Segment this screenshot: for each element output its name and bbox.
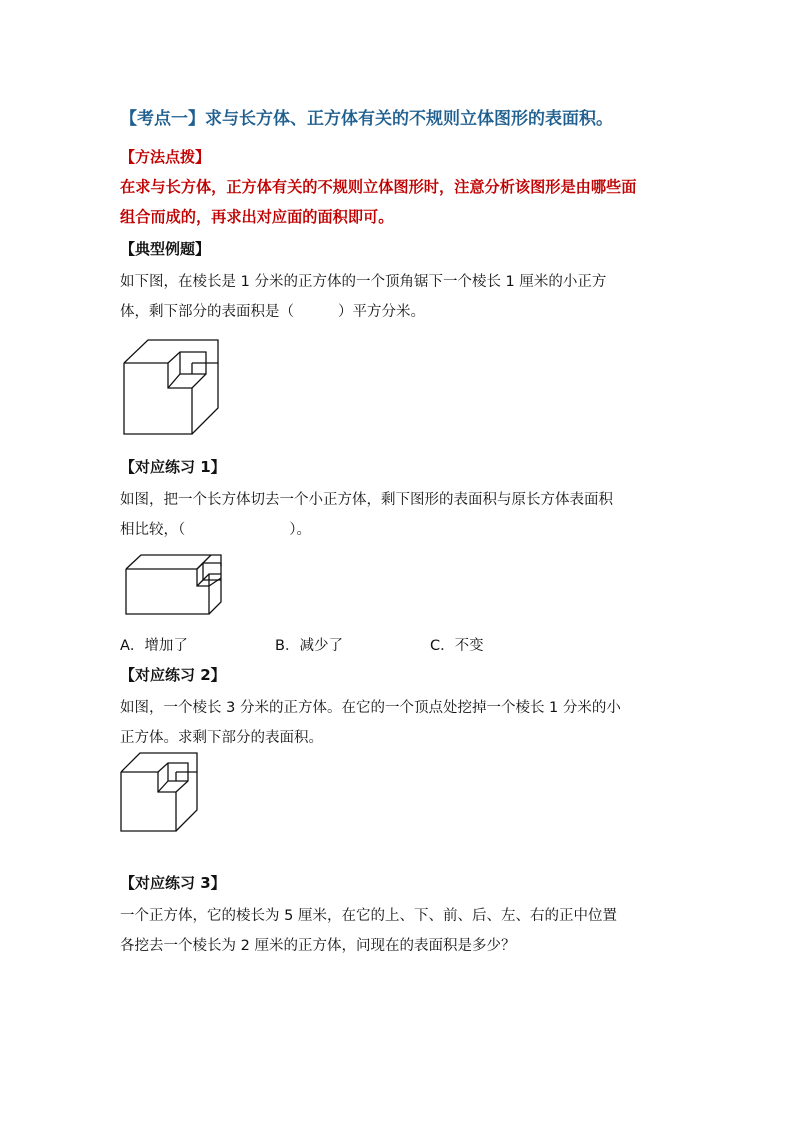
example-text-before-blank: 体，剩下部分的表面积是（ [120, 304, 294, 320]
cube-with-corner-cut-icon [120, 336, 222, 438]
method-text-line-1: 在求与长方体，正方体有关的不规则立体图形时，注意分析该图形是由哪些面 [120, 178, 637, 196]
practice2-text-line-2: 正方体。求剩下部分的表面积。 [120, 730, 323, 746]
cube-with-corner-cut-icon [118, 750, 200, 834]
practice1-text-before-blank: 相比较，（ [120, 522, 186, 538]
option-c[interactable]: C．不变 [430, 638, 484, 654]
example-text-line-2 [120, 300, 425, 321]
practice1-text-line-2 [120, 518, 311, 539]
practice1-options [120, 634, 680, 654]
example-text-after-blank: ）平方分米。 [338, 304, 425, 320]
example-text-line-1: 如下图，在棱长是 1 分米的正方体的一个顶角锯下一个棱长 1 厘米的小正方 [120, 274, 607, 290]
practice3-heading: 【对应练习 3】 [120, 874, 226, 892]
practice1-text-line-1: 如图，把一个长方体切去一个小正方体，剩下图形的表面积与原长方体表面积 [120, 492, 613, 508]
option-a[interactable]: A．增加了 [120, 638, 188, 654]
cuboid-with-corner-cut-icon [123, 552, 225, 618]
option-b[interactable]: B．减少了 [275, 638, 343, 654]
practice2-text-line-1: 如图，一个棱长 3 分米的正方体。在它的一个顶点处挖掉一个棱长 1 分米的小 [120, 700, 621, 716]
practice2-heading: 【对应练习 2】 [120, 666, 226, 684]
example-heading: 【典型例题】 [120, 240, 211, 258]
practice1-text-after-blank: ）。 [289, 522, 311, 538]
practice1-heading: 【对应练习 1】 [120, 458, 226, 476]
method-heading: 【方法点拨】 [120, 148, 211, 166]
topic-title: 【考点一】求与长方体、正方体有关的不规则立体图形的表面积。 [120, 109, 613, 129]
practice3-text-line-2: 各挖去一个棱长为 2 厘米的正方体，问现在的表面积是多少？ [120, 938, 516, 954]
method-text-line-2: 组合而成的，再求出对应面的面积即可。 [120, 208, 394, 226]
practice3-text-line-1: 一个正方体，它的棱长为 5 厘米，在它的上、下、前、后、左、右的正中位置 [120, 908, 617, 924]
